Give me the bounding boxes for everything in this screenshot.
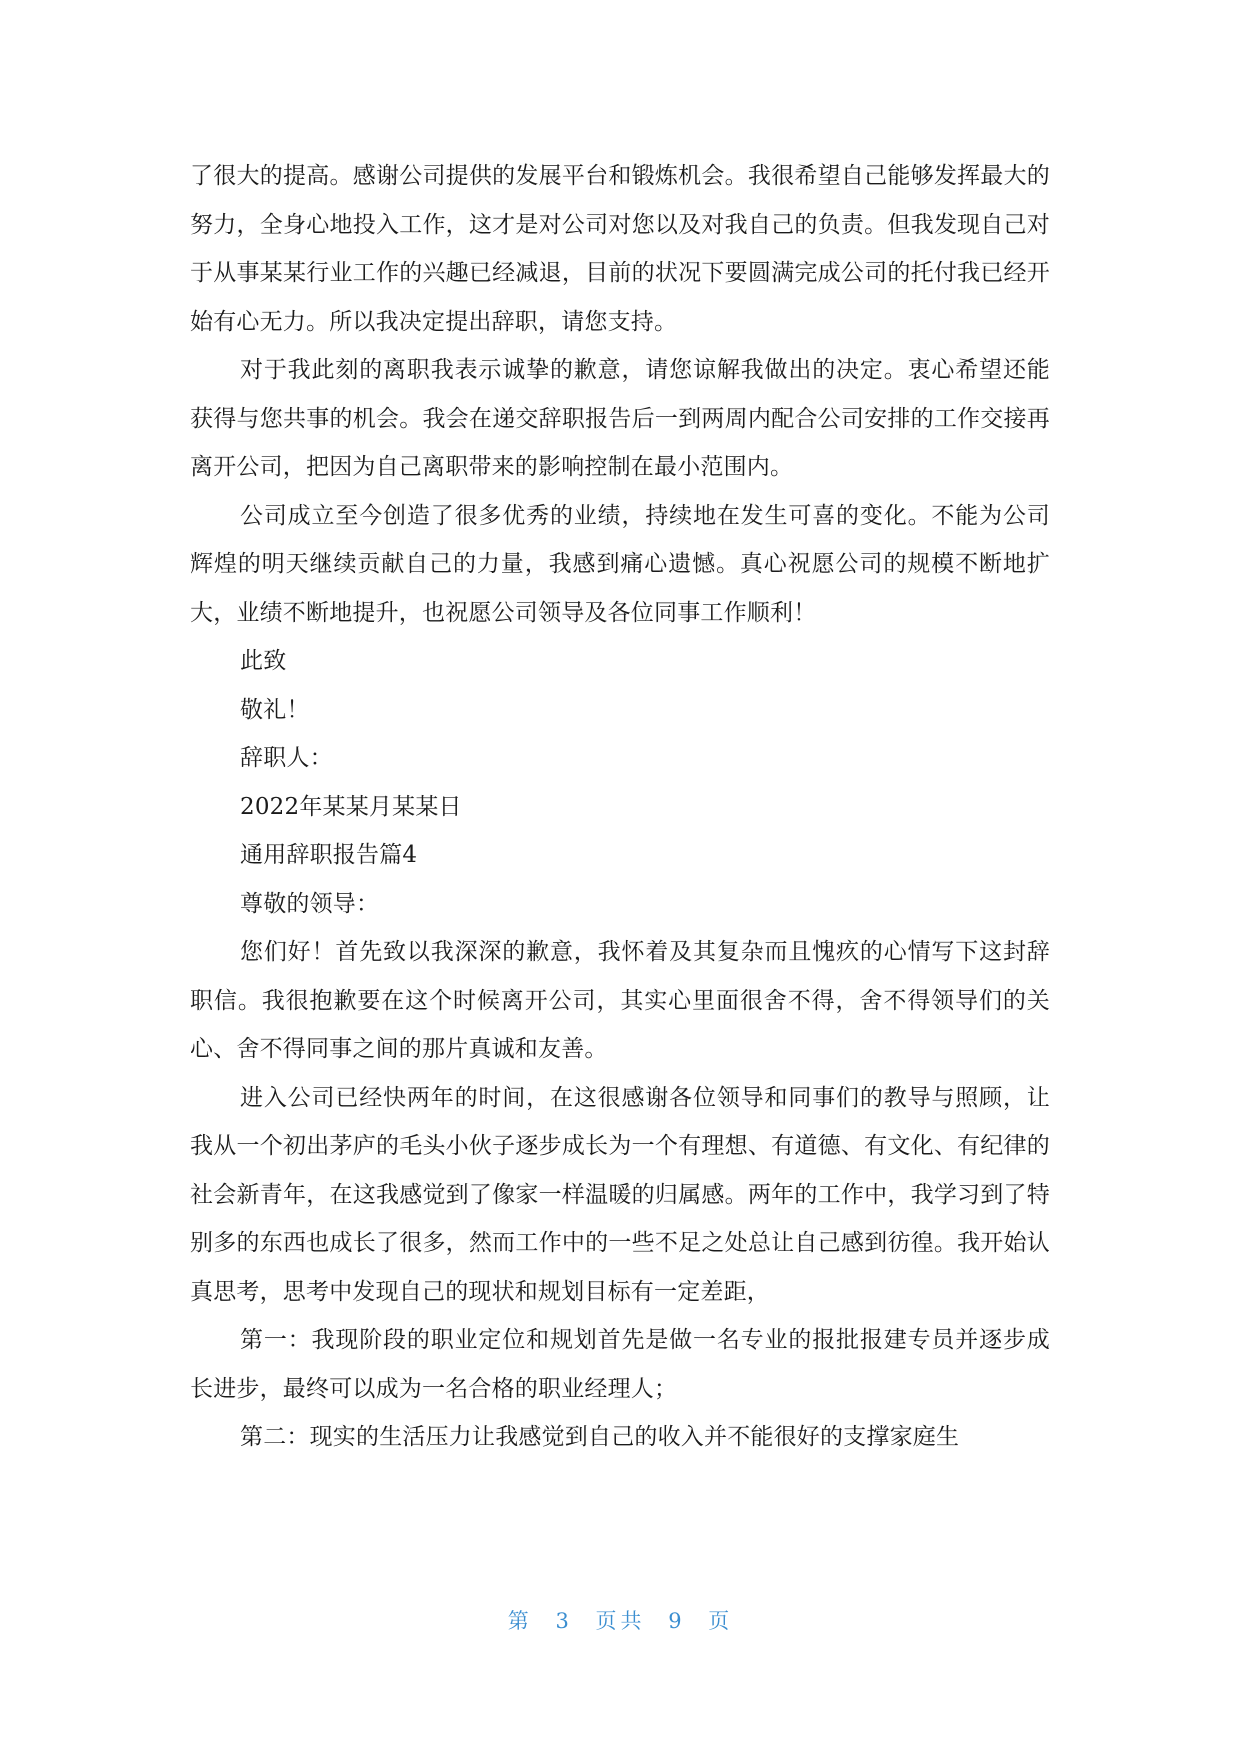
paragraph-point-two: 第二：现实的生活压力让我感觉到自己的收入并不能很好的支撑家庭生	[240, 1424, 960, 1450]
footer-mid: 页共	[595, 1609, 646, 1633]
closing-salutation: 此致	[240, 648, 287, 674]
document-body	[190, 152, 1050, 1462]
footer-current-page: 3	[555, 1609, 573, 1633]
greeting-line: 尊敬的领导：	[240, 890, 380, 917]
footer-total-pages: 9	[668, 1609, 686, 1633]
paragraph-apology: 对于我此刻的离职我表示诚挚的歉意，请您谅解我做出的决定。衷心希望还能获得与您共事的机会。我会在递交辞职报告后一到两周内配合公司安排的工作交接再离开公司，把因为自己离职带来的影响控制在最小范围内。	[190, 357, 1050, 480]
paragraph-continuation: 了很大的提高。感谢公司提供的发展平台和锻炼机会。我很希望自己能够发挥最大的努力，全身心地投入工作，这才是对公司对您以及对我自己的负责。但我发现自己对于从事某某行业工作的兴趣已经减退，目前的状况下要圆满完成公司的托付我已经开始有心无力。所以我决定提出辞职，请您支持。	[190, 163, 1050, 335]
signature-label: 辞职人：	[240, 745, 333, 771]
paragraph-experience: 进入公司已经快两年的时间，在这很感谢各位领导和同事们的教导与照顾，让我从一个初出茅庐的毛头小伙子逐步成长为一个有理想、有道德、有文化、有纪律的社会新青年，在这我感觉到了像家一样温暖的归属感。两年的工作中，我学习到了特别多的东西也成长了很多，然而工作中的一些不足之处总让自己感到彷徨。我开始认真思考，思考中发现自己的现状和规划目标有一定差距，	[190, 1084, 1050, 1305]
paragraph-opening: 您们好！首先致以我深深的歉意，我怀着及其复杂而且愧疚的心情写下这封辞职信。我很抱歉要在这个时候离开公司，其实心里面很舍不得，舍不得领导们的关心、舍不得同事之间的那片真诚和友善。	[190, 939, 1050, 1062]
footer-prefix: 第	[507, 1609, 533, 1633]
date-line: 2022年某某月某某日	[240, 793, 462, 820]
section-title: 通用辞职报告篇4	[240, 842, 418, 868]
closing-regards: 敬礼！	[240, 696, 310, 723]
footer-suffix: 页	[708, 1609, 734, 1633]
paragraph-wishes: 公司成立至今创造了很多优秀的业绩，持续地在发生可喜的变化。不能为公司辉煌的明天继续贡献自己的力量，我感到痛心遗憾。真心祝愿公司的规模不断地扩大，业绩不断地提升，也祝愿公司领导及各位同事工作顺利！	[190, 502, 1050, 626]
paragraph-point-one: 第一：我现阶段的职业定位和规划首先是做一名专业的报批报建专员并逐步成长进步，最终可以成为一名合格的职业经理人；	[190, 1327, 1050, 1402]
page-number-footer	[0, 1605, 1241, 1635]
